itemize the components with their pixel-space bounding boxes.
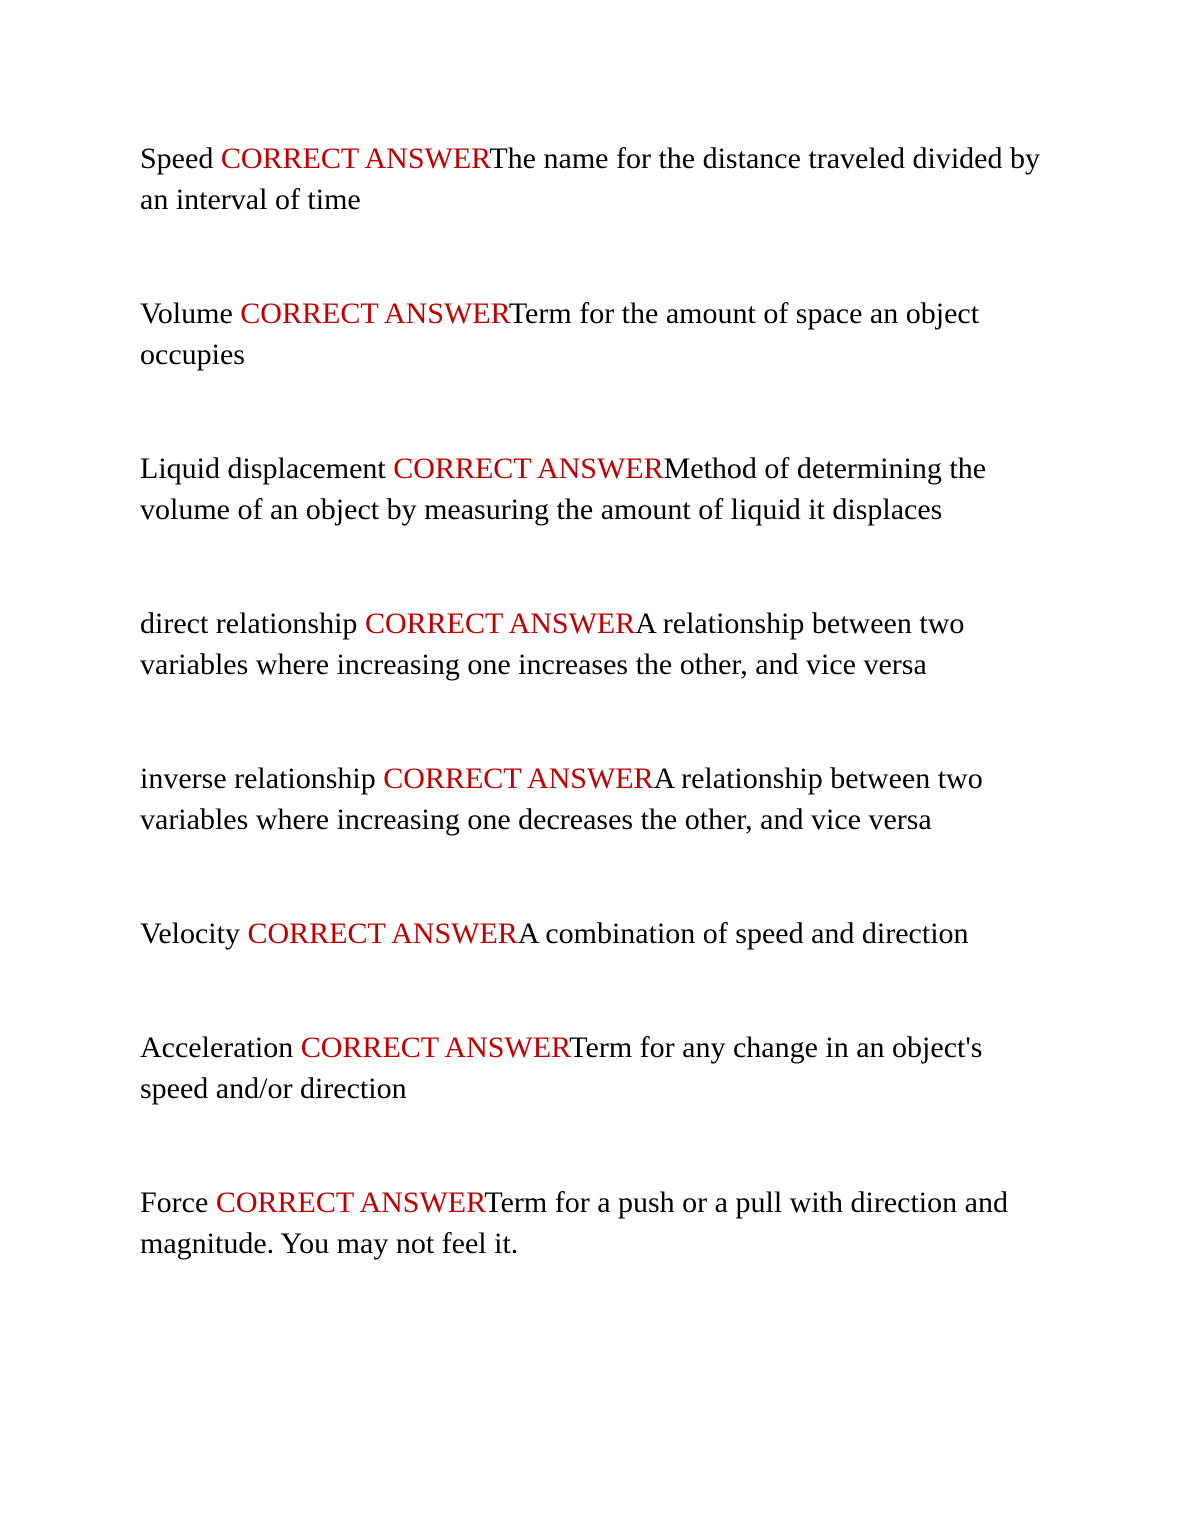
definition: Method of determining the volume of an object by measuring the amount of liquid it displaces (140, 452, 987, 526)
flashcard-entry-liquid-displacement (140, 448, 1050, 530)
answer-marker: CORRECT ANSWER (215, 1186, 485, 1219)
answer-marker: CORRECT ANSWER (220, 142, 490, 175)
term: Volume (140, 297, 233, 330)
flashcard-entry-acceleration (140, 1027, 1050, 1109)
flashcard-list (140, 138, 1050, 1264)
flashcard-entry-direct-relationship (140, 603, 1050, 685)
flashcard-entry-inverse-relationship (140, 758, 1050, 840)
term: Force (140, 1186, 209, 1219)
definition: Term for a push or a pull with direction and magnitude. You may not feel it. (140, 1186, 1008, 1260)
term: Velocity (140, 917, 240, 950)
term: direct relationship (140, 607, 358, 640)
answer-marker: CORRECT ANSWER (393, 452, 664, 485)
definition: The name for the distance traveled divided by an interval of time (140, 142, 1040, 216)
answer-marker: CORRECT ANSWER (364, 607, 636, 640)
flashcard-entry-volume (140, 293, 1050, 375)
answer-marker: CORRECT ANSWER (247, 917, 518, 950)
term: Acceleration (140, 1031, 294, 1064)
term: Liquid displacement (140, 452, 386, 485)
answer-marker: CORRECT ANSWER (300, 1031, 570, 1064)
definition: Term for any change in an object's speed and/or direction (140, 1031, 983, 1105)
term: inverse relationship (140, 762, 376, 795)
definition: Term for the amount of space an object occupies (140, 297, 980, 371)
flashcard-entry-speed (140, 138, 1050, 220)
answer-marker: CORRECT ANSWER (240, 297, 509, 330)
definition: A relationship between two variables where increasing one increases the other, and vice versa (140, 607, 965, 681)
answer-marker: CORRECT ANSWER (383, 762, 654, 795)
definition: A combination of speed and direction (517, 917, 969, 950)
flashcard-entry-velocity (140, 913, 1050, 954)
definition: A relationship between two variables where increasing one decreases the other, and vice versa (140, 762, 983, 836)
flashcard-entry-force (140, 1182, 1050, 1264)
term: Speed (140, 142, 214, 175)
